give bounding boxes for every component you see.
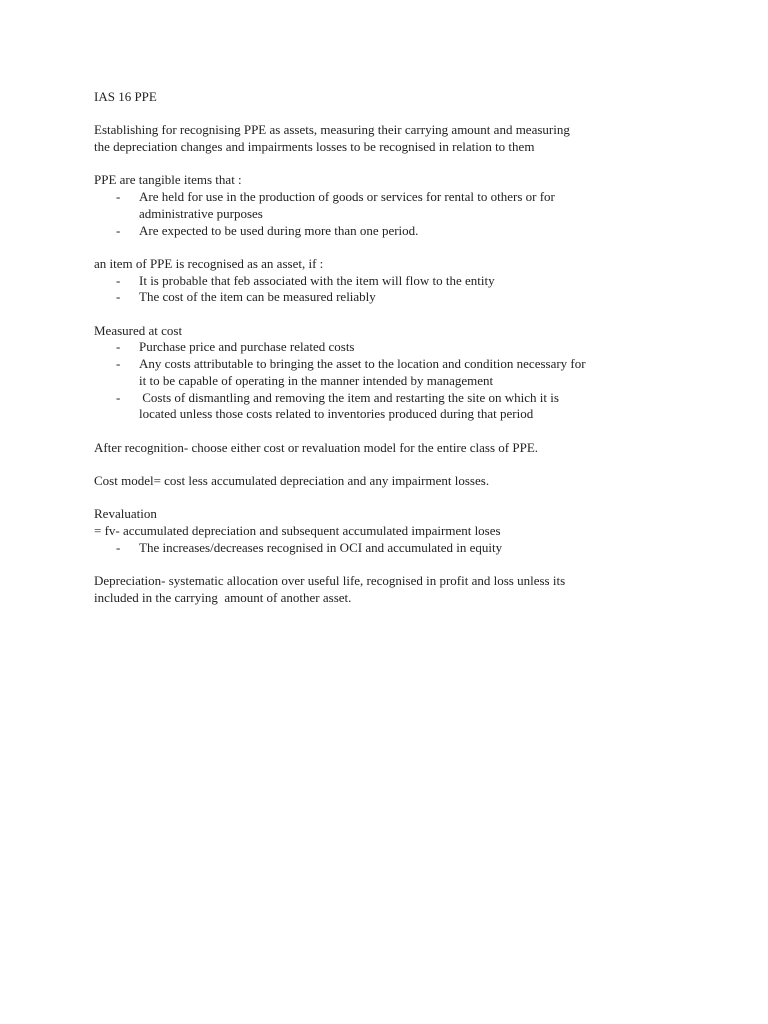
cost-model-paragraph: Cost model= cost less accumulated depreciation and any impairment losses. [94,473,490,489]
depreciation-line-2: included in the carrying amount of another asset. [94,589,352,605]
list-item-text: The cost of the item can be measured reliably [139,289,376,305]
cost-heading: Measured at cost [94,322,183,338]
depreciation-line-1: Depreciation- systematic allocation over useful life, recognised in profit and loss unless its [94,573,566,589]
list-item-text: Costs of dismantling and removing the item and restarting the site on which it is [139,389,559,405]
dash-bullet: - [116,539,121,555]
tangible-section [94,172,694,239]
document-title: IAS 16 PPE [94,89,157,104]
cost-section [94,323,694,423]
dash-bullet: - [116,222,121,238]
dash-bullet: - [116,339,121,355]
revaluation-section [94,506,694,556]
recognition-section [94,256,694,306]
dash-bullet: - [116,356,121,372]
cost-list [94,339,694,423]
list-item-text: Purchase price and purchase related costs [139,339,355,355]
tangible-heading: PPE are tangible items that : [94,172,242,188]
list-item-text: administrative purposes [139,205,263,221]
list-item [94,189,694,222]
intro-line-1: Establishing for recognising PPE as assets, measuring their carrying amount and measuring [94,122,570,138]
intro-paragraph [94,122,694,155]
document-body [94,89,694,607]
list-item [94,390,694,423]
dash-bullet: - [116,189,121,205]
list-item-text: it to be capable of operating in the manner intended by management [139,372,494,388]
list-item [94,356,694,389]
list-item-text: Are expected to be used during more than one period. [139,222,419,238]
list-item-text: located unless those costs related to inventories produced during that period [139,406,534,422]
list-item [94,289,694,306]
list-item [94,273,694,290]
intro-line-2: the depreciation changes and impairments losses to be recognised in relation to them [94,139,535,155]
list-item-text: The increases/decreases recognised in OCI and accumulated in equity [139,539,503,555]
list-item-text: It is probable that feb associated with the item will flow to the entity [139,272,495,288]
dash-bullet: - [116,289,121,305]
list-item [94,223,694,240]
revaluation-list [94,540,694,557]
dash-bullet: - [116,272,121,288]
revaluation-heading: Revaluation [94,506,157,522]
recognition-list [94,273,694,306]
dash-bullet: - [116,389,121,405]
recognition-heading: an item of PPE is recognised as an asset, if : [94,255,324,271]
revaluation-formula: = fv- accumulated depreciation and subsequent accumulated impairment loses [94,523,501,539]
list-item [94,540,694,557]
list-item-text: Are held for use in the production of goods or services for rental to others or for [139,189,555,205]
depreciation-paragraph [94,573,694,606]
tangible-list [94,189,694,239]
after-recognition-paragraph: After recognition- choose either cost or revaluation model for the entire class of PPE. [94,439,539,455]
list-item [94,339,694,356]
list-item-text: Any costs attributable to bringing the asset to the location and condition necessary for [139,356,586,372]
